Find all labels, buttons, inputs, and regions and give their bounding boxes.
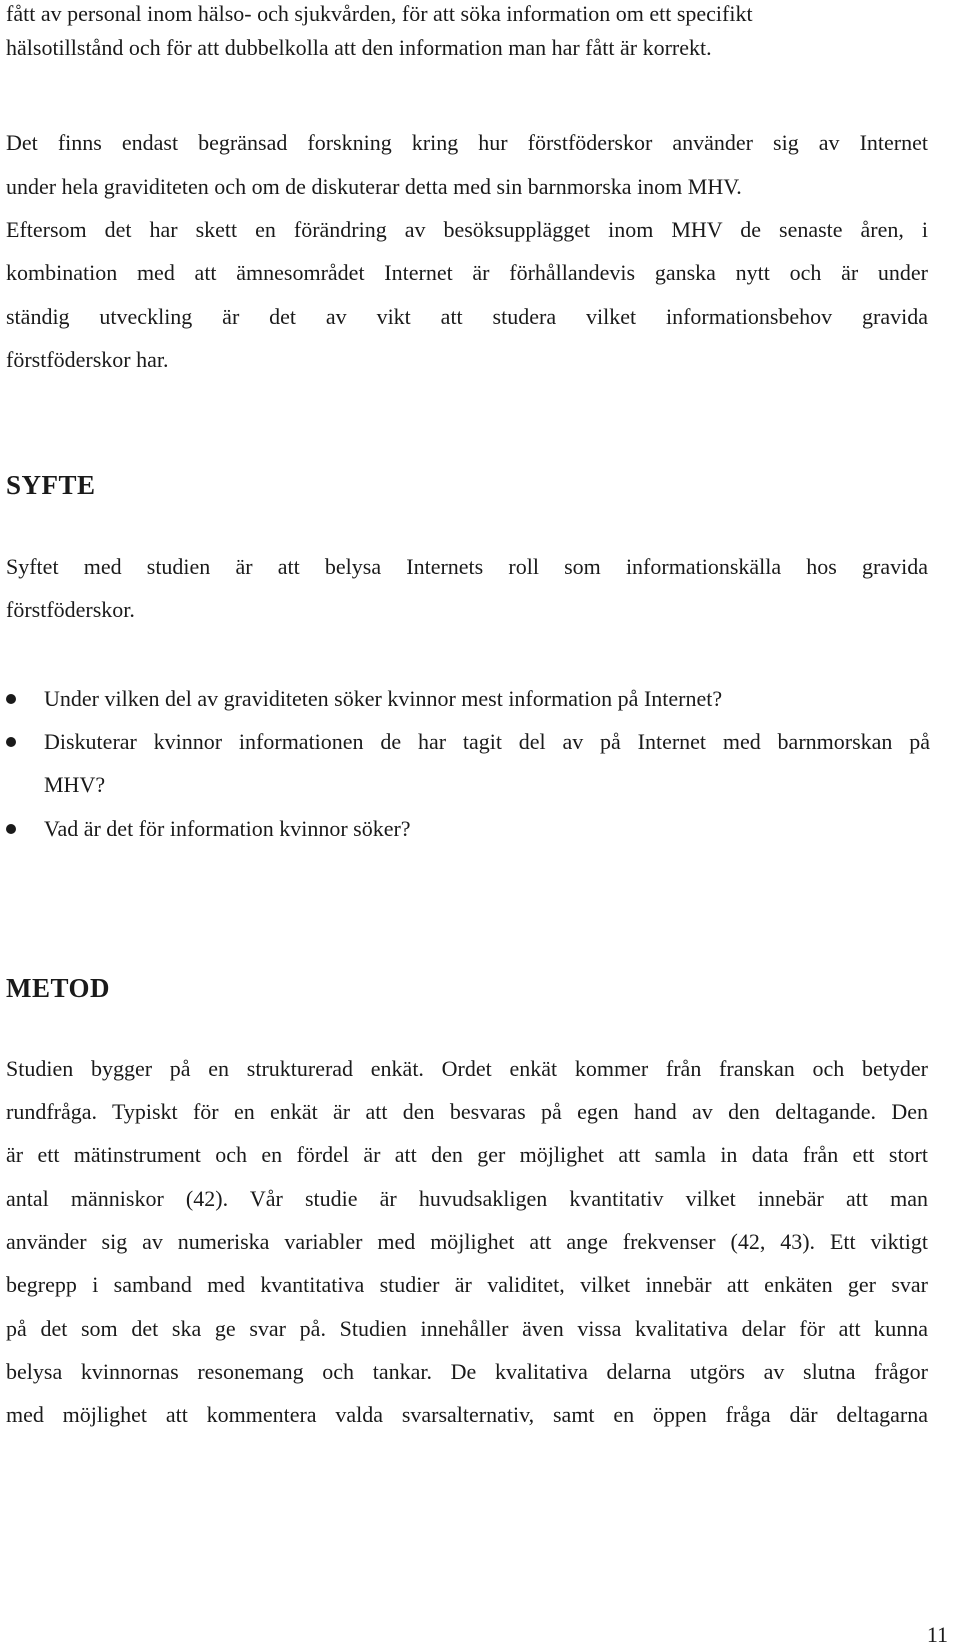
intro-line-3: Det finns endast begränsad forskning kring hur förstföderskor använder sig av Internet <box>6 130 928 155</box>
bullet-item-2: Diskuterar kvinnor informationen de har tagit del av på Internet med barnmorskan på <box>44 729 930 754</box>
intro-line-7: ständig utveckling är det av vikt att studera vilket informationsbehov gravida <box>6 304 928 329</box>
metod-line-8: belysa kvinnornas resonemang och tankar. De kvalitativa delarna utgörs av slutna frågor <box>6 1359 928 1384</box>
section-heading-metod: METOD <box>6 973 111 1003</box>
metod-line-6: begrepp i samband med kvantitativa studier är validitet, vilket innebär att enkäten ger svar <box>6 1272 928 1297</box>
intro-line-5: Eftersom det har skett en förändring av besöksupplägget inom MHV de senaste åren, i <box>6 217 928 242</box>
section-heading-syfte: SYFTE <box>6 470 96 500</box>
intro-line-4: under hela graviditeten och om de diskuterar detta med sin barnmorska inom MHV. <box>6 174 742 199</box>
page-number: 11 <box>926 1622 948 1647</box>
intro-line-8: förstföderskor har. <box>6 347 169 372</box>
metod-line-7: på det som det ska ge svar på. Studien innehåller även vissa kvalitativa delar för att kunna <box>6 1316 928 1341</box>
bullet-item-3: Vad är det för information kvinnor söker? <box>44 816 411 841</box>
bullet-dot <box>6 824 16 834</box>
metod-line-9: med möjlighet att kommentera valda svarsalternativ, samt en öppen fråga där deltagarna <box>6 1402 928 1427</box>
bullet-item-1: Under vilken del av graviditeten söker kvinnor mest information på Internet? <box>44 686 723 711</box>
syfte-line-2: förstföderskor. <box>6 597 135 622</box>
intro-line-1: fått av personal inom hälso- och sjukvården, för att söka information om ett specifikt <box>6 1 753 26</box>
metod-line-4: antal människor (42). Vår studie är huvudsakligen kvantitativ vilket innebär att man <box>6 1186 928 1211</box>
metod-line-2: rundfråga. Typiskt för en enkät är att den besvaras på egen hand av den deltagande. Den <box>6 1099 928 1124</box>
metod-line-1: Studien bygger på en strukturerad enkät. Ordet enkät kommer från franskan och betyder <box>6 1056 928 1081</box>
intro-line-6: kombination med att ämnesområdet Internet är förhållandevis ganska nytt och är under <box>6 260 928 285</box>
metod-line-3: är ett mätinstrument och en fördel är att den ger möjlighet att samla in data från ett stort <box>6 1142 928 1167</box>
metod-line-5: använder sig av numeriska variabler med möjlighet att ange frekvenser (42, 43). Ett viktigt <box>6 1229 928 1254</box>
intro-line-2: hälsotillstånd och för att dubbelkolla att den information man har fått är korrekt. <box>6 35 712 60</box>
bullet-dot <box>6 694 16 704</box>
bullet-dot <box>6 737 16 747</box>
bullet-item-2-continuation: MHV? <box>44 772 106 797</box>
syfte-line-1: Syftet med studien är att belysa Internets roll som informationskälla hos gravida <box>6 554 928 579</box>
